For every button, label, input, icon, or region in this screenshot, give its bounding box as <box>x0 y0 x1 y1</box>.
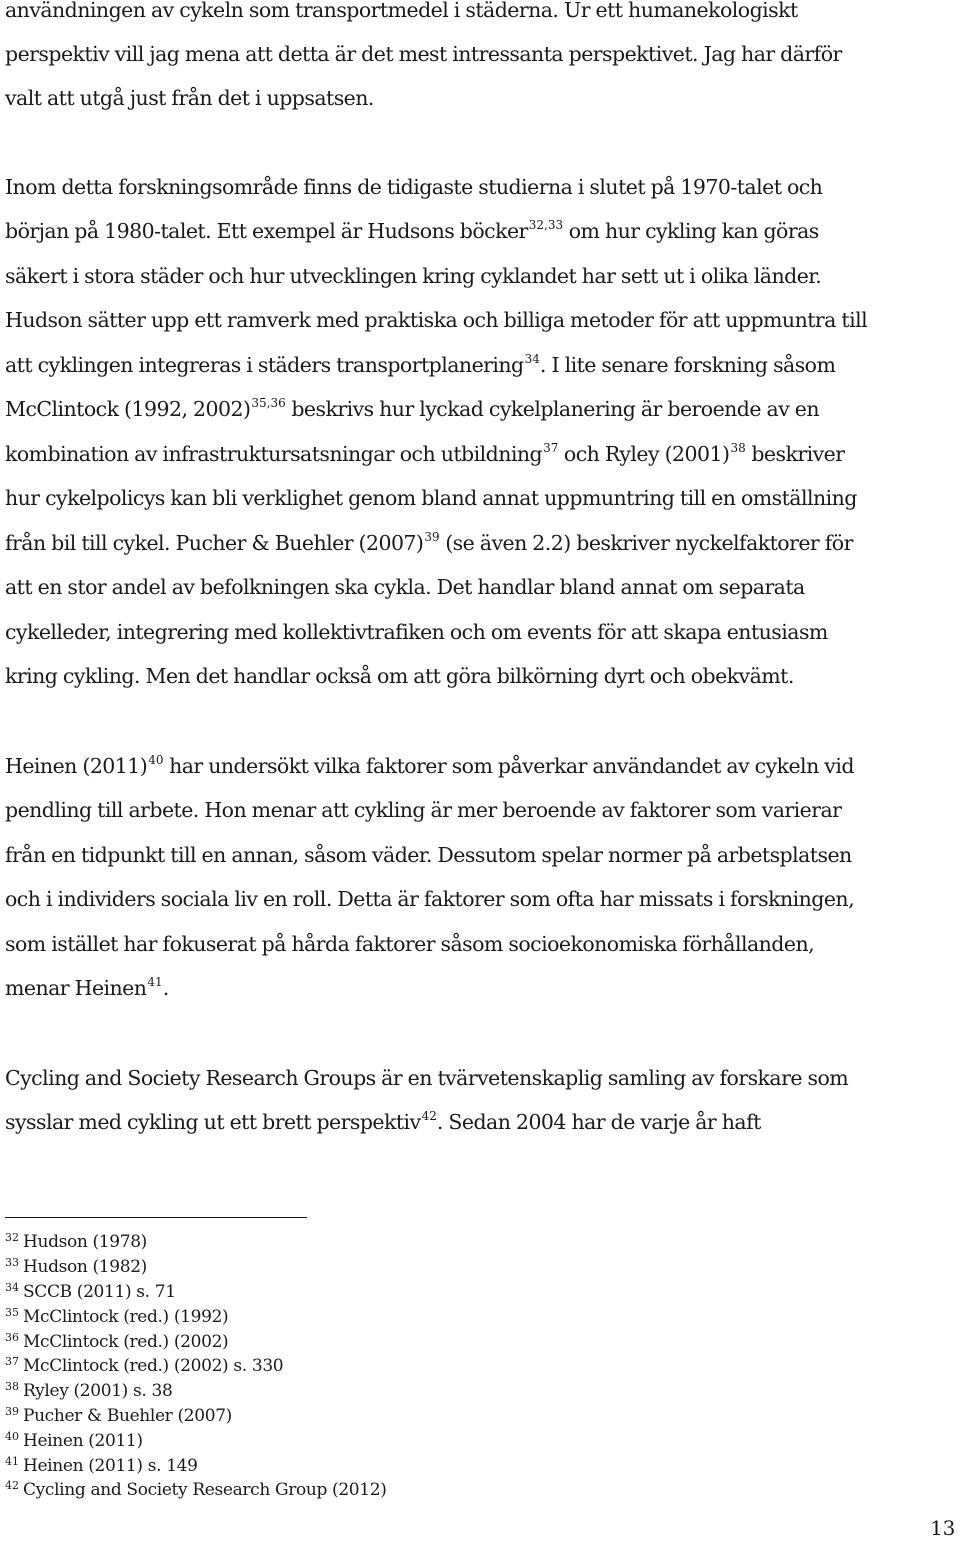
text-run: början på 1980-talet. Ett exempel är Hudsons böcker <box>5 219 528 243</box>
text-line: kring cykling. Men det handlar också om att göra bilkörning dyrt och obekvämt. <box>5 664 794 688</box>
text-run: beskriver <box>745 442 845 466</box>
footnote <box>5 1478 387 1504</box>
text-line <box>5 974 169 1005</box>
footnote <box>5 1305 228 1331</box>
page-number: 13 <box>930 1516 955 1540</box>
footnote-number: 33 <box>5 1256 19 1269</box>
footnote <box>5 1255 147 1281</box>
footnote <box>5 1404 232 1430</box>
text-line: hur cykelpolicys kan bli verklighet genom bland annat uppmuntring till en omställning <box>5 486 857 510</box>
text-line: användningen av cykeln som transportmedel i städerna. Ur ett humanekologiskt <box>5 0 798 22</box>
footnote-text: Hudson (1978) <box>23 1232 147 1252</box>
footnote-number: 32 <box>5 1231 19 1244</box>
text-run: och Ryley (2001) <box>558 442 730 466</box>
footnote-text: Ryley (2001) s. 38 <box>23 1381 173 1401</box>
text-line <box>5 351 835 382</box>
text-line: valt att utgå just från det i uppsatsen. <box>5 86 374 110</box>
text-run: . <box>162 976 169 1000</box>
footnote <box>5 1454 198 1480</box>
footnote-ref: 40 <box>148 753 164 767</box>
footnote-number: 37 <box>5 1355 19 1368</box>
text-line <box>5 395 819 426</box>
text-line <box>5 1108 761 1139</box>
footnote-number: 35 <box>5 1306 19 1319</box>
footnote-text: Heinen (2011) <box>23 1431 143 1451</box>
footnote-ref: 42 <box>421 1109 437 1123</box>
footnote <box>5 1429 143 1455</box>
footnote-text: McClintock (red.) (2002) <box>23 1332 229 1352</box>
footnote <box>5 1330 228 1356</box>
footnote-number: 36 <box>5 1331 19 1344</box>
footnote-number: 39 <box>5 1405 19 1418</box>
text-run: att cyklingen integreras i städers transportplanering <box>5 353 524 377</box>
text-run: McClintock (1992, 2002) <box>5 397 251 421</box>
footnote-ref: 41 <box>147 975 163 989</box>
footnote-ref: 35,36 <box>251 396 286 410</box>
footnote <box>5 1280 176 1306</box>
text-line <box>5 752 854 783</box>
text-line: Hudson sätter upp ett ramverk med praktiska och billiga metoder för att uppmuntra till <box>5 308 868 332</box>
text-line <box>5 529 853 560</box>
footnote-number: 41 <box>5 1455 19 1468</box>
footnote-text: McClintock (red.) (2002) s. 330 <box>23 1356 284 1376</box>
text-run: Heinen (2011) <box>5 754 148 778</box>
text-line <box>5 440 844 471</box>
footnote-ref: 38 <box>730 441 746 455</box>
footnote-text: SCCB (2011) s. 71 <box>23 1282 176 1302</box>
text-run: . I lite senare forskning såsom <box>539 353 836 377</box>
text-line: och i individers sociala liv en roll. Detta är faktorer som ofta har missats i forskningen, <box>5 887 855 911</box>
footnote-ref: 32,33 <box>528 218 564 232</box>
text-run: . Sedan 2004 har de varje år haft <box>436 1110 761 1134</box>
footnote-text: McClintock (red.) (1992) <box>23 1307 229 1327</box>
text-run: kombination av infrastruktursatsningar och utbildning <box>5 442 543 466</box>
text-line <box>5 217 819 248</box>
text-line: från en tidpunkt till en annan, såsom väder. Dessutom spelar normer på arbetsplatsen <box>5 843 852 867</box>
footnote-text: Cycling and Society Research Group (2012) <box>23 1480 387 1500</box>
text-line: cykelleder, integrering med kollektivtrafiken och om events för att skapa entusiasm <box>5 620 828 644</box>
text-line: perspektiv vill jag mena att detta är det mest intressanta perspektivet. Jag har därför <box>5 42 842 66</box>
text-line: pendling till arbete. Hon menar att cykling är mer beroende av faktorer som varierar <box>5 798 842 822</box>
footnote <box>5 1230 147 1256</box>
text-run: sysslar med cykling ut ett brett perspektiv <box>5 1110 421 1134</box>
text-run: om hur cykling kan göras <box>563 219 819 243</box>
text-line: att en stor andel av befolkningen ska cykla. Det handlar bland annat om separata <box>5 575 805 599</box>
footnote-text: Pucher & Buehler (2007) <box>23 1406 232 1426</box>
footnote-number: 42 <box>5 1479 19 1492</box>
footnote <box>5 1354 283 1380</box>
footnote-number: 38 <box>5 1380 19 1393</box>
footnote-number: 34 <box>5 1281 19 1294</box>
text-line: som istället har fokuserat på hårda faktorer såsom socioekonomiska förhållanden, <box>5 932 815 956</box>
footnote-number: 40 <box>5 1430 19 1443</box>
text-run: menar Heinen <box>5 976 147 1000</box>
text-line: Cycling and Society Research Groups är en tvärvetenskaplig samling av forskare som <box>5 1066 849 1090</box>
footnote <box>5 1379 172 1405</box>
footnote-ref: 39 <box>424 530 440 544</box>
footnote-ref: 37 <box>543 441 559 455</box>
footnote-text: Hudson (1982) <box>23 1257 147 1277</box>
text-run: från bil till cykel. Pucher & Buehler (2007) <box>5 531 424 555</box>
text-run: beskrivs hur lyckad cykelplanering är beroende av en <box>285 397 820 421</box>
text-line: säkert i stora städer och hur utvecklingen kring cyklandet har sett ut i olika länder. <box>5 264 822 288</box>
text-line: Inom detta forskningsområde finns de tidigaste studierna i slutet på 1970-talet och <box>5 175 823 199</box>
footnote-text: Heinen (2011) s. 149 <box>23 1456 198 1476</box>
text-run: har undersökt vilka faktorer som påverkar användandet av cykeln vid <box>163 754 854 778</box>
footnote-separator <box>5 1217 307 1218</box>
footnote-ref: 34 <box>524 352 540 366</box>
text-run: (se även 2.2) beskriver nyckelfaktorer för <box>439 531 853 555</box>
